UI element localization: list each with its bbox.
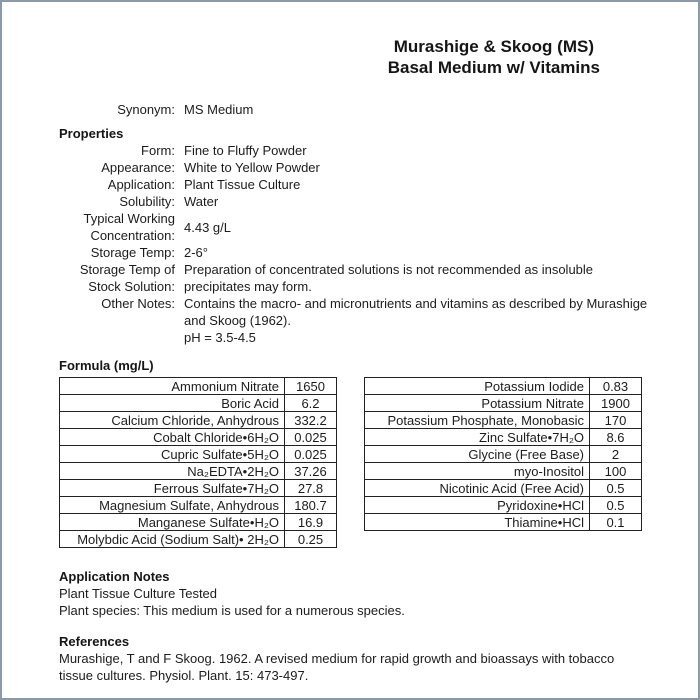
- reference-text: Murashige, T and F Skoog. 1962. A revised medium for rapid growth and bioassays with tobacco tissue cultures. Physiol. Plant. 15: 473-497.: [59, 651, 615, 683]
- table-row: [60, 395, 337, 412]
- component-name: Ferrous Sulfate•7H₂O: [60, 480, 285, 497]
- synonym-row: [59, 101, 648, 118]
- property-label: Storage Temp of Stock Solution:: [79, 262, 175, 294]
- property-row-application: [59, 176, 648, 193]
- component-value: 16.9: [285, 514, 337, 531]
- synonym-label: Synonym:: [117, 102, 175, 117]
- component-value: 2: [590, 446, 642, 463]
- table-row: [60, 497, 337, 514]
- property-label: Typical Working Concentration:: [83, 211, 175, 243]
- title-line-1: Murashige & Skoog (MS): [393, 37, 594, 56]
- component-value: 27.8: [285, 480, 337, 497]
- table-row: [365, 446, 642, 463]
- component-value: 0.25: [285, 531, 337, 548]
- component-value: 1650: [285, 378, 337, 395]
- property-row-appearance: [59, 159, 648, 176]
- property-label: Application:: [107, 177, 175, 192]
- formula-table-right: [364, 377, 642, 531]
- component-value: 0.1: [590, 514, 642, 531]
- table-row: [365, 395, 642, 412]
- component-value: 37.26: [285, 463, 337, 480]
- table-row: [365, 497, 642, 514]
- table-row: [365, 412, 642, 429]
- component-name: myo-Inositol: [365, 463, 590, 480]
- component-name: Thiamine•HCl: [365, 514, 590, 531]
- component-value: 0.025: [285, 446, 337, 463]
- properties-heading: Properties: [59, 126, 124, 141]
- property-label: Form:: [141, 143, 175, 158]
- table-row: [365, 514, 642, 531]
- table-row: [60, 480, 337, 497]
- component-name: Potassium Iodide: [365, 378, 590, 395]
- property-row-storage-temp: [59, 244, 648, 261]
- component-name: Pyridoxine•HCl: [365, 497, 590, 514]
- table-row: [60, 531, 337, 548]
- application-notes-heading: Application Notes: [59, 569, 170, 584]
- property-value: Plant Tissue Culture: [184, 177, 301, 192]
- property-row-form: [59, 142, 648, 159]
- table-row: [60, 446, 337, 463]
- component-value: 0.025: [285, 429, 337, 446]
- component-value: 100: [590, 463, 642, 480]
- property-label: Storage Temp:: [90, 245, 175, 260]
- document-title: [388, 36, 600, 78]
- property-value: Fine to Fluffy Powder: [184, 143, 307, 158]
- other-notes-ph: pH = 3.5-4.5: [184, 330, 256, 345]
- formula-tables: [59, 377, 648, 548]
- title-line-2: Basal Medium w/ Vitamins: [387, 58, 600, 77]
- property-value: 4.43 g/L: [184, 219, 231, 235]
- table-row: [60, 463, 337, 480]
- component-name: Glycine (Free Base): [365, 446, 590, 463]
- table-row: [365, 378, 642, 395]
- table-row: [60, 378, 337, 395]
- property-row-other-notes: [59, 295, 648, 346]
- component-name: Cupric Sulfate•5H₂O: [60, 446, 285, 463]
- component-name: Potassium Phosphate, Monobasic: [365, 412, 590, 429]
- component-name: Calcium Chloride, Anhydrous: [60, 412, 285, 429]
- table-row: [365, 463, 642, 480]
- property-value: White to Yellow Powder: [184, 160, 320, 175]
- property-label: Other Notes:: [101, 296, 175, 311]
- table-row: [365, 429, 642, 446]
- table-row: [60, 412, 337, 429]
- component-name: Ammonium Nitrate: [60, 378, 285, 395]
- table-row: [365, 480, 642, 497]
- property-row-storage-temp-stock-solution: [59, 261, 648, 295]
- property-value: Water: [184, 194, 219, 209]
- other-notes-text: Contains the macro- and micronutrients and vitamins as described by Murashige and Skoog (1962).: [184, 296, 648, 328]
- application-note-line-1: Plant Tissue Culture Tested: [59, 586, 218, 601]
- component-name: Na₂EDTA•2H₂O: [60, 463, 285, 480]
- table-row: [60, 429, 337, 446]
- property-value: Preparation of concentrated solutions is not recommended as insoluble precipitates may form.: [184, 262, 594, 294]
- property-value: 2-6°: [184, 245, 208, 260]
- formula-heading: Formula (mg/L): [59, 358, 154, 373]
- property-value: [184, 295, 648, 346]
- property-label: Appearance:: [101, 160, 175, 175]
- component-name: Zinc Sulfate•7H₂O: [365, 429, 590, 446]
- component-value: 332.2: [285, 412, 337, 429]
- property-row-typical-working-concentration: [59, 210, 648, 244]
- component-value: 170: [590, 412, 642, 429]
- property-row-solubility: [59, 193, 648, 210]
- document-content: [2, 2, 698, 684]
- component-name: Potassium Nitrate: [365, 395, 590, 412]
- component-name: Boric Acid: [60, 395, 285, 412]
- formula-table-left: [59, 377, 337, 548]
- component-value: 8.6: [590, 429, 642, 446]
- component-value: 0.83: [590, 378, 642, 395]
- synonym-value: MS Medium: [184, 102, 254, 117]
- table-row: [60, 514, 337, 531]
- application-note-line-2: Plant species: This medium is used for a numerous species.: [59, 603, 405, 618]
- component-value: 1900: [590, 395, 642, 412]
- component-name: Molybdic Acid (Sodium Salt)• 2H₂O: [60, 531, 285, 548]
- references-heading: References: [59, 634, 130, 649]
- property-label: Solubility:: [119, 194, 175, 209]
- component-name: Nicotinic Acid (Free Acid): [365, 480, 590, 497]
- component-value: 180.7: [285, 497, 337, 514]
- component-value: 0.5: [590, 480, 642, 497]
- component-name: Magnesium Sulfate, Anhydrous: [60, 497, 285, 514]
- component-name: Cobalt Chloride•6H₂O: [60, 429, 285, 446]
- component-value: 0.5: [590, 497, 642, 514]
- component-value: 6.2: [285, 395, 337, 412]
- component-name: Manganese Sulfate•H₂O: [60, 514, 285, 531]
